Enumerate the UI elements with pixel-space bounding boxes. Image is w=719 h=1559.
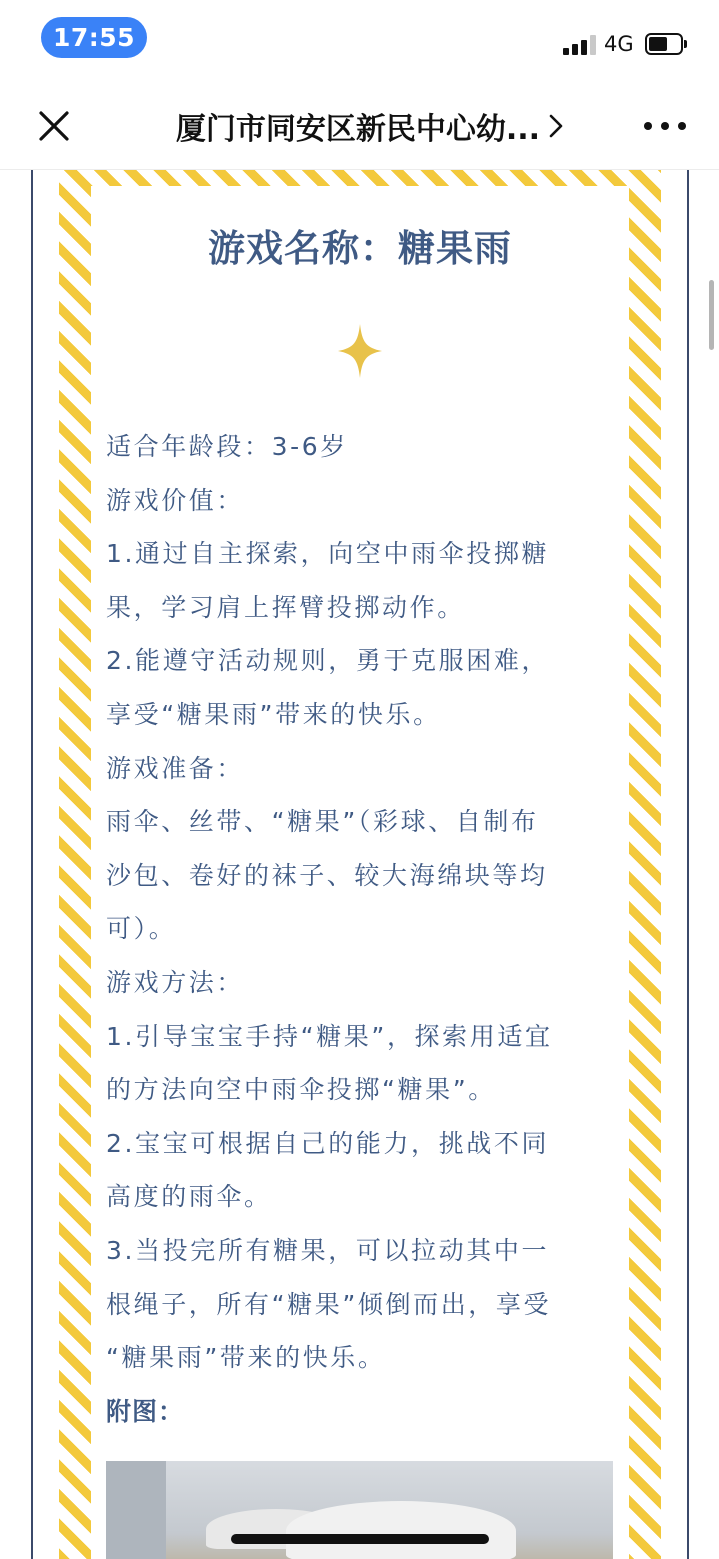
paragraph-line: 沙包、卷好的袜子、较大海绵块等均: [106, 860, 548, 890]
status-bar: [0, 0, 719, 80]
article-title: 游戏名称：糖果雨: [208, 227, 512, 270]
nav-title: 厦门市同安区新民中心幼...: [175, 112, 541, 147]
paragraph-line: 的方法向空中雨伞投掷“糖果”。: [106, 1075, 496, 1105]
more-dots-icon: [644, 122, 652, 130]
paragraph-line: 2.能遵守活动规则，勇于克服困难，: [106, 646, 550, 676]
paragraph-line: 2.宝宝可根据自己的能力，挑战不同: [106, 1128, 550, 1158]
figure-label: 附图：: [106, 1396, 185, 1426]
paragraph-line: 高度的雨伞。: [106, 1182, 272, 1212]
sparkle-icon: [338, 324, 382, 378]
close-icon: [28, 100, 80, 152]
paragraph-line: 享受“糖果雨”带来的快乐。: [106, 699, 441, 729]
article-body: [106, 420, 618, 1438]
article-photo[interactable]: [106, 1461, 613, 1559]
more-button[interactable]: [640, 110, 690, 142]
paragraph-value-heading: 游戏价值：: [106, 485, 245, 515]
paragraph-line: 果，学习肩上挥臂投掷动作。: [106, 592, 465, 622]
network-type: 4G: [604, 32, 634, 56]
article-content[interactable]: [0, 170, 719, 1559]
paragraph-line: 根绳子，所有“糖果”倾倒而出，享受: [106, 1289, 552, 1319]
paragraph-method-heading: 游戏方法：: [106, 967, 245, 997]
paragraph-prep-heading: 游戏准备：: [106, 753, 245, 783]
paragraph-age: 适合年龄段：3-6岁: [106, 432, 348, 461]
nav-title-link[interactable]: [150, 104, 590, 148]
battery-icon: [645, 33, 687, 55]
paragraph-line: “糖果雨”带来的快乐。: [106, 1343, 386, 1373]
paragraph-line: 雨伞、丝带、“糖果”（彩球、自制布: [106, 807, 539, 837]
paragraph-line: 可）。: [106, 914, 177, 944]
scrollbar[interactable]: [709, 280, 714, 350]
close-button[interactable]: [28, 100, 80, 152]
status-time: 17:55: [41, 17, 147, 58]
signal-bars-icon: [563, 35, 597, 55]
chevron-right-icon: [548, 113, 564, 139]
paragraph-line: 3.当投完所有糖果，可以拉动其中一: [106, 1235, 550, 1265]
home-indicator[interactable]: [231, 1534, 489, 1544]
nav-bar: [0, 80, 719, 170]
paragraph-line: 1.通过自主探索，向空中雨伞投掷糖: [106, 539, 550, 569]
paragraph-line: 1.引导宝宝手持“糖果”，探索用适宜: [106, 1021, 553, 1051]
